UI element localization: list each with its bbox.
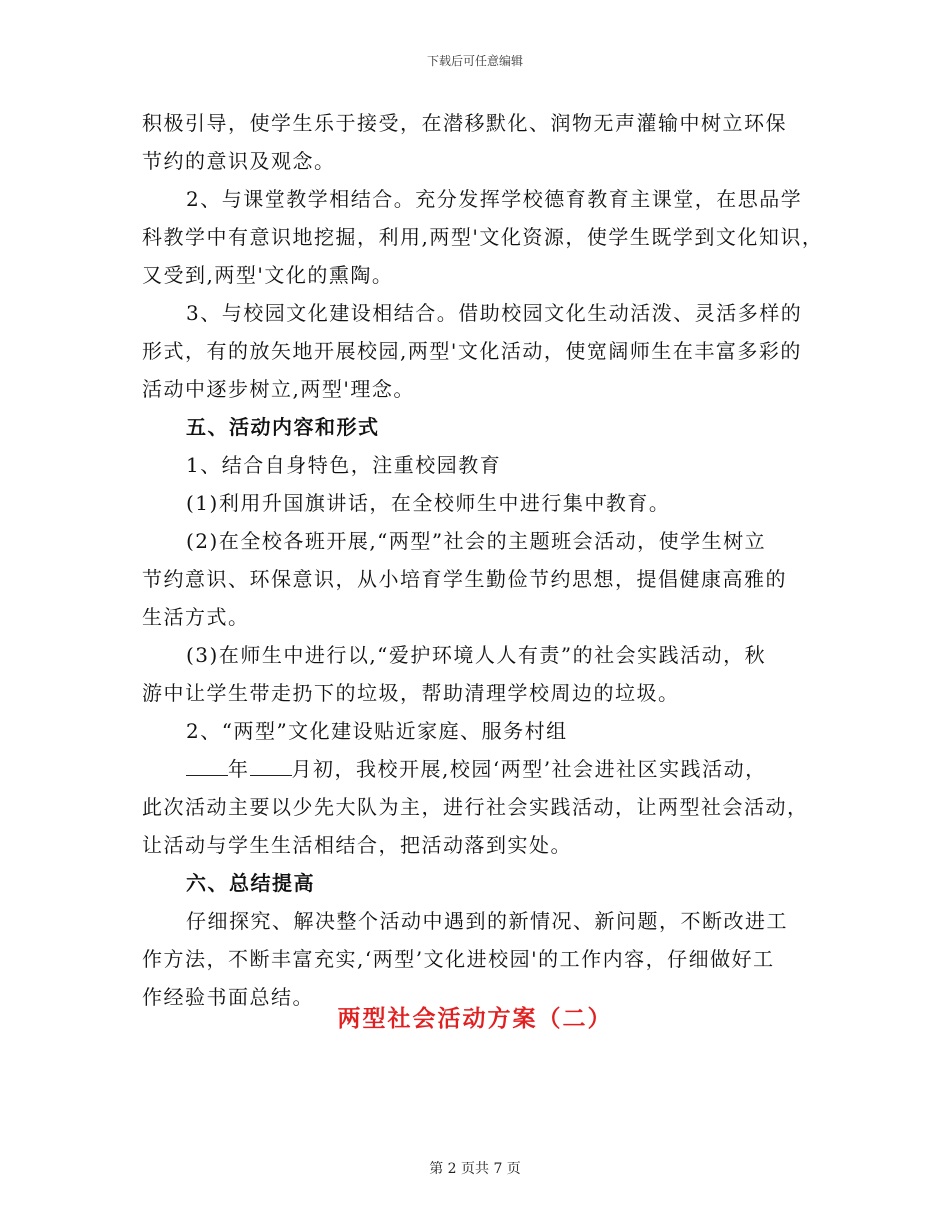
section-heading: 六、总结提高 [186,871,315,895]
text-line: 作经验书面总结。 [142,985,314,1009]
text-line: (3)在师生中进行以,“爱护环境人人有责”的社会实践活动，秋 [186,643,767,667]
date-blank [250,753,292,776]
text-line: 生活方式。 [142,605,250,629]
blank-suffix-month: 月初，我校开展,校园‘两型’社会进社区实践活动， [291,757,767,781]
text-line: (2)在全校各班开展,“两型”社会的主题班会活动，使学生树立 [186,529,767,553]
text-line: 1、结合自身特色，注重校园教育 [186,453,502,477]
text-line-with-blanks [142,750,812,788]
text-line: 节约的意识及观念。 [142,149,336,173]
text-line: 让活动与学生生活相结合，把活动落到实处。 [142,833,572,857]
text-line: 3、与校园文化建设相结合。借助校园文化生动活泼、灵活多样的 [186,301,803,325]
text-line: 科教学中有意识地挖掘，利用,两型'文化资源，使学生既学到文化知识， [142,225,824,249]
text-line: 节约意识、环保意识，从小培育学生勤俭节约思想，提倡健康高雅的 [142,567,787,591]
section-title: 两型社会活动方案（二） [337,1006,613,1032]
text-line: 形式，有的放矢地开展校园,两型'文化活动，使宽阔师生在丰富多彩的 [142,339,802,363]
text-line: 作方法，不断丰富充实,‘两型’文化进校园'的工作内容，仔细做好工 [142,947,775,971]
page-footer: 第 2 页共 7 页 [429,1161,521,1177]
text-line: 仔细探究、解决整个活动中遇到的新情况、新问题，不断改进工 [186,909,788,933]
text-line: 2、“两型”文化建设贴近家庭、服务村组 [186,719,568,743]
text-line: 此次活动主要以少先大队为主，进行社会实践活动，让两型社会活动， [142,795,809,819]
blank-suffix-year: 年 [228,757,250,781]
section-heading: 五、活动内容和形式 [186,415,380,439]
text-line: 活动中逐步树立,两型'理念。 [142,377,415,401]
text-line: 游中让学生带走扔下的垃圾，帮助清理学校周边的垃圾。 [142,681,680,705]
text-line: (1)利用升国旗讲话，在全校师生中进行集中教育。 [186,491,671,515]
text-line: 积极引导，使学生乐于接受，在潜移默化、润物无声灌输中树立环保 [142,111,787,135]
document-body [142,104,824,1016]
text-line: 又受到,两型'文化的熏陶。 [142,263,394,287]
page-header: 下载后可任意编辑 [426,54,523,68]
text-line: 2、与课堂教学相结合。充分发挥学校德育教育主课堂，在思品学 [186,187,803,211]
date-blank [186,753,228,776]
